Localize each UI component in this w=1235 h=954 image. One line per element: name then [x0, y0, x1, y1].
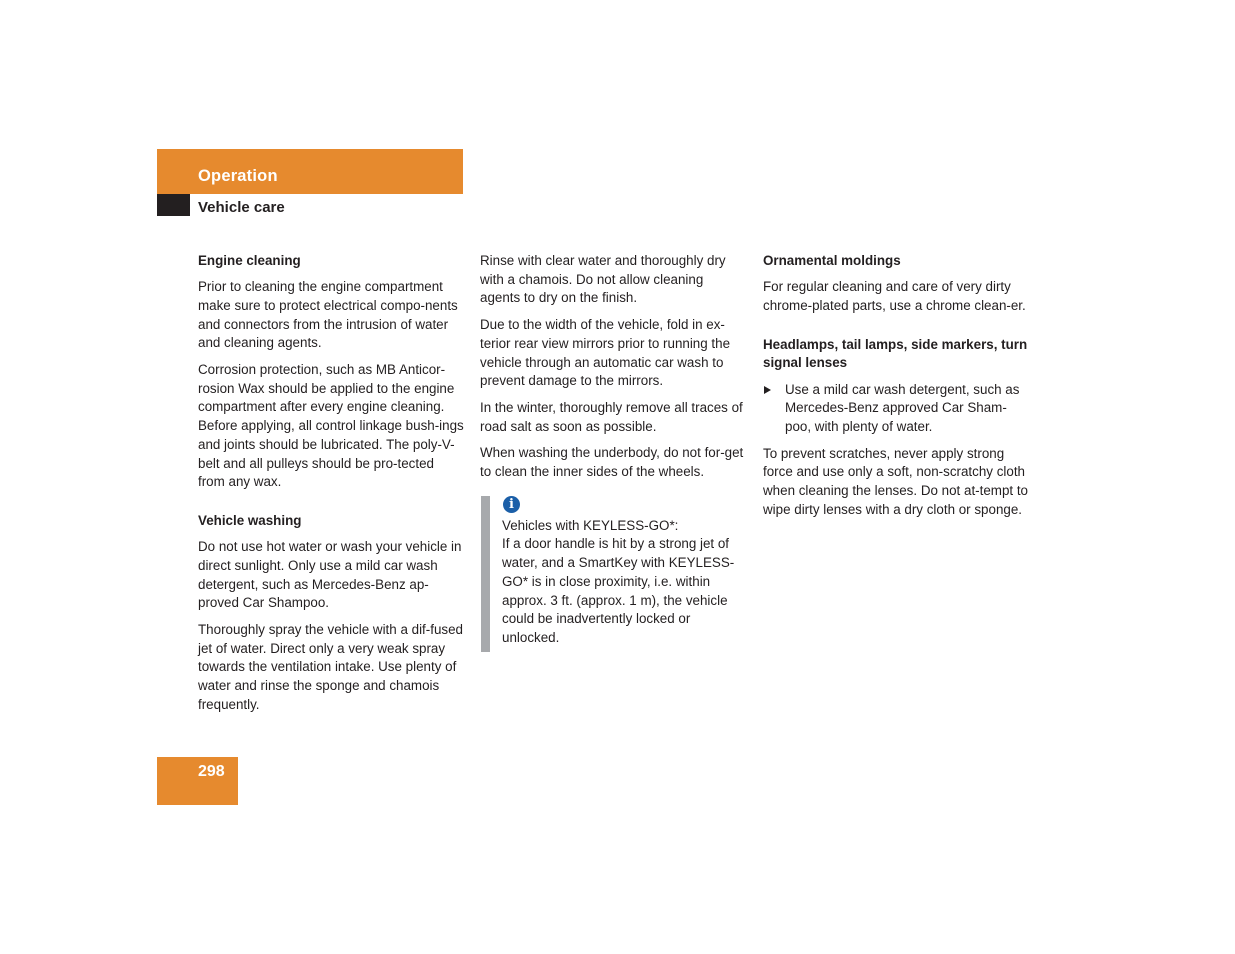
bullet-text: Use a mild car wash detergent, such as Mercedes-Benz approved Car Sham-poo, with plenty of water. — [785, 381, 1020, 434]
bullet-triangle-icon — [764, 386, 771, 394]
note-text: If a door handle is hit by a strong jet of water, and a SmartKey with KEYLESS-GO* is in close proximity, i.e. within approx. 3 ft. (approx. 1 m), the vehicle could be inadvertently locked or unlocked. — [502, 536, 735, 645]
paragraph: Rinse with clear water and thoroughly dry with a chamois. Do not allow cleaning agents to dry on the finish. — [480, 253, 726, 306]
heading-headlamps: Headlamps, tail lamps, side markers, turn signal lenses — [763, 336, 1028, 371]
heading-engine-cleaning: Engine cleaning — [198, 253, 301, 268]
paragraph: For regular cleaning and care of very dirty chrome-plated parts, use a chrome clean-er. — [763, 279, 1026, 313]
spacer — [198, 500, 464, 512]
info-icon: i — [503, 496, 520, 513]
column-3 — [763, 252, 1029, 527]
page-number: 298 — [198, 763, 225, 780]
paragraph: In the winter, thoroughly remove all traces of road salt as soon as possible. — [480, 399, 743, 434]
paragraph: Corrosion protection, such as MB Anticor-rosion Wax should be applied to the engine compartment after every engine cleaning. Before applying, all control linkage bush-ings and joints should be lubricated. The poly-V-belt and all pulleys should be pro-tected from any wax. — [198, 362, 464, 490]
info-note — [480, 496, 746, 651]
spacer — [763, 324, 1029, 336]
note-bar — [481, 496, 490, 652]
paragraph: Thoroughly spray the vehicle with a dif-fused jet of water. Direct only a very weak spray towards the ventilation intake. Use plenty of water and rinse the sponge and chamois frequently. — [198, 621, 463, 712]
heading-ornamental-moldings: Ornamental moldings — [763, 253, 901, 268]
paragraph: When washing the underbody, do not for-get to clean the inner sides of the wheels. — [480, 445, 744, 480]
paragraph: To prevent scratches, never apply strong force and use only a soft, non-scratchy cloth when cleaning the lenses. Do not at-tempt to wipe dirty lenses with a dry cloth or sponge. — [763, 445, 1028, 517]
paragraph: Due to the width of the vehicle, fold in ex-terior rear view mirrors prior to running the vehicle through an automatic car wash to prevent damage to the mirrors. — [480, 317, 731, 389]
paragraph: Do not use hot water or wash your vehicle in direct sunlight. Only use a mild car wash detergent, such as Mercedes-Benz ap-proved Car Shampoo. — [198, 539, 462, 611]
heading-vehicle-washing: Vehicle washing — [198, 512, 302, 528]
section-title: Operation — [198, 167, 278, 185]
subsection-title: Vehicle care — [198, 199, 285, 216]
paragraph: Prior to cleaning the engine compartment make sure to protect electrical compo-nents and connectors from the intrusion of water and cleaning agents. — [198, 279, 458, 351]
note-title: Vehicles with KEYLESS-GO*: — [502, 517, 679, 533]
column-2 — [480, 252, 746, 651]
column-1 — [198, 252, 464, 722]
subsection-marker — [157, 194, 190, 216]
list-item — [763, 381, 1029, 437]
